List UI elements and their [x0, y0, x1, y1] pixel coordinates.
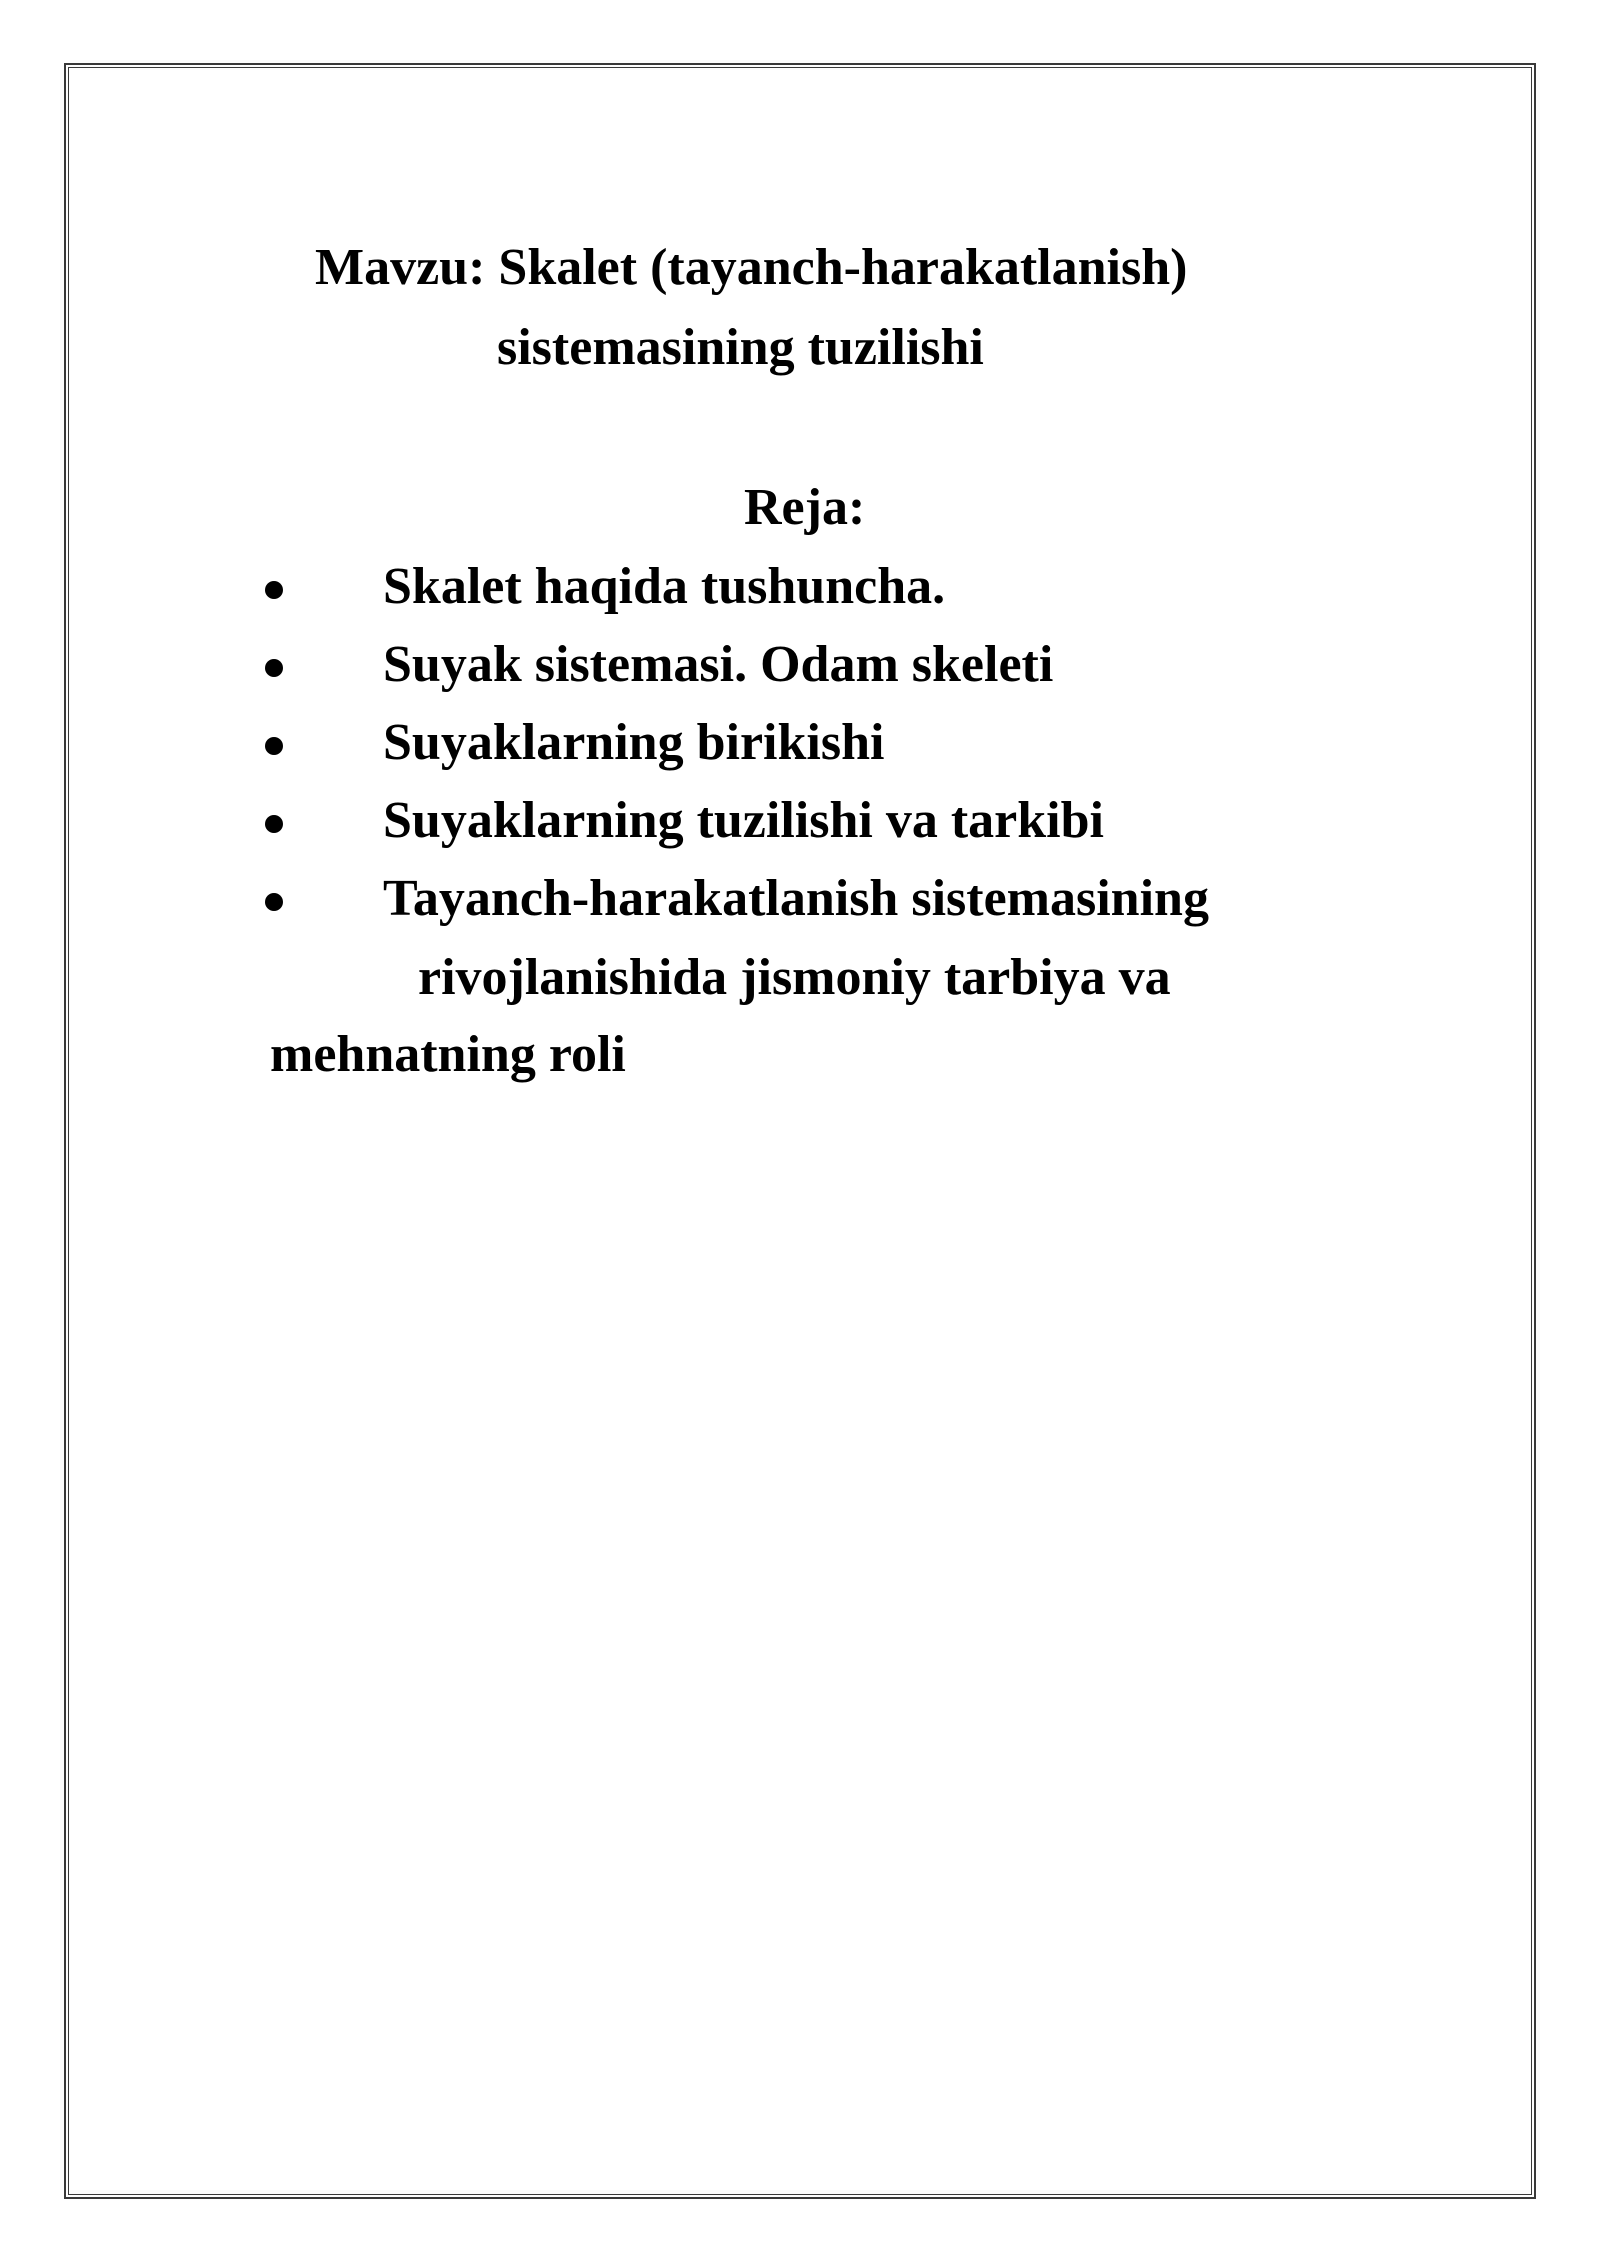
plan-item-4: Suyaklarning tuzilishi va tarkibi — [383, 792, 1104, 849]
plan-item-2: Suyak sistemasi. Odam skeleti — [383, 636, 1054, 693]
bullet-icon — [265, 815, 283, 833]
plan-heading: Reja: — [744, 479, 866, 536]
plan-item-3: Suyaklarning birikishi — [383, 714, 885, 771]
plan-item-5-continuation-1: rivojlanishida jismoniy tarbiya va — [418, 949, 1171, 1006]
page-title-line-2: sistemasining tuzilishi — [497, 319, 984, 376]
bullet-icon — [265, 737, 283, 755]
plan-item-5: Tayanch-harakatlanish sistemasining — [383, 870, 1209, 927]
plan-item-1: Skalet haqida tushuncha. — [383, 558, 946, 615]
bullet-icon — [265, 659, 283, 677]
bullet-icon — [265, 581, 283, 599]
bullet-icon — [265, 893, 283, 911]
plan-item-5-continuation-2: mehnatning roli — [270, 1026, 626, 1083]
page-title-line-1: Mavzu: Skalet (tayanch-harakatlanish) — [315, 239, 1188, 296]
page-border-inner — [68, 67, 1532, 2195]
